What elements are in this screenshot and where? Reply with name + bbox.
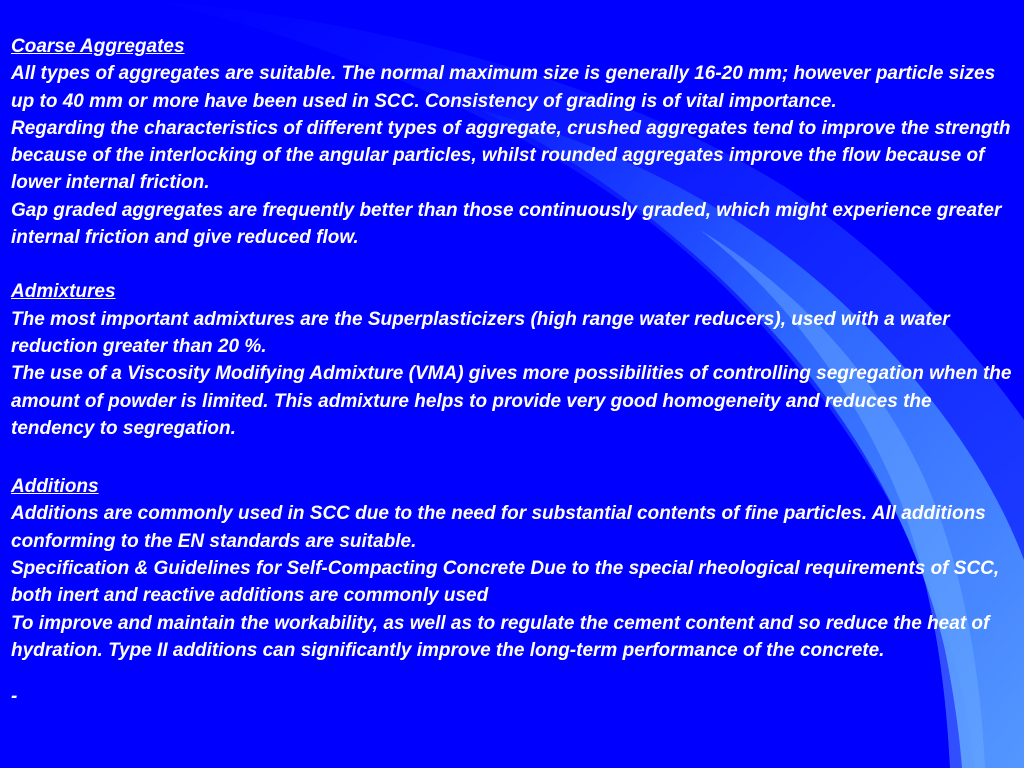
- paragraph: To improve and maintain the workability, as well as to regulate the cement content and so reduce the heat of hydration. Type II additions can significantly improve the long-term performance of the concrete.: [11, 612, 990, 661]
- section-coarse-aggregates: [11, 33, 1013, 251]
- paragraph: The most important admixtures are the Superplasticizers (high range water reducers), used with a water reduction greater than 20 %.: [11, 308, 950, 357]
- spacer: [11, 664, 1013, 683]
- section-admixtures: [11, 278, 1013, 442]
- section-heading: Coarse Aggregates: [11, 36, 185, 57]
- section-heading: Additions: [11, 476, 99, 498]
- paragraph: Regarding the characteristics of different types of aggregate, crushed aggregates tend to improve the strength because of the interlocking of the angular particles, whilst rounded aggregates improve the flow because of lower internal friction.: [11, 117, 1011, 194]
- paragraph: All types of aggregates are suitable. The normal maximum size is generally 16-20 mm; however particle sizes up to 40 mm or more have been used in SCC. Consistency of grading is of vital importance.: [11, 63, 996, 112]
- paragraph: Specification & Guidelines for Self-Compacting Concrete Due to the special rheological requirements of SCC, both inert and reactive additions are commonly used: [11, 558, 1000, 607]
- spacer: [11, 442, 1013, 473]
- paragraph: Gap graded aggregates are frequently better than those continuously graded, which might experience greater internal friction and give reduced flow.: [11, 199, 1002, 249]
- slide-body: [11, 33, 1013, 711]
- section-heading: Admixtures: [11, 281, 116, 303]
- trailing-mark: -: [11, 686, 18, 708]
- paragraph: Additions are commonly used in SCC due to the need for substantial contents of fine particles. All additions conforming to the EN standards are suitable.: [11, 503, 986, 552]
- spacer: [11, 251, 1013, 278]
- section-additions: [11, 473, 1013, 664]
- paragraph: The use of a Viscosity Modifying Admixture (VMA) gives more possibilities of controlling segregation when the amount of powder is limited. This admixture helps to provide very good homogeneity and reduces the tendency to segregation.: [11, 363, 1012, 439]
